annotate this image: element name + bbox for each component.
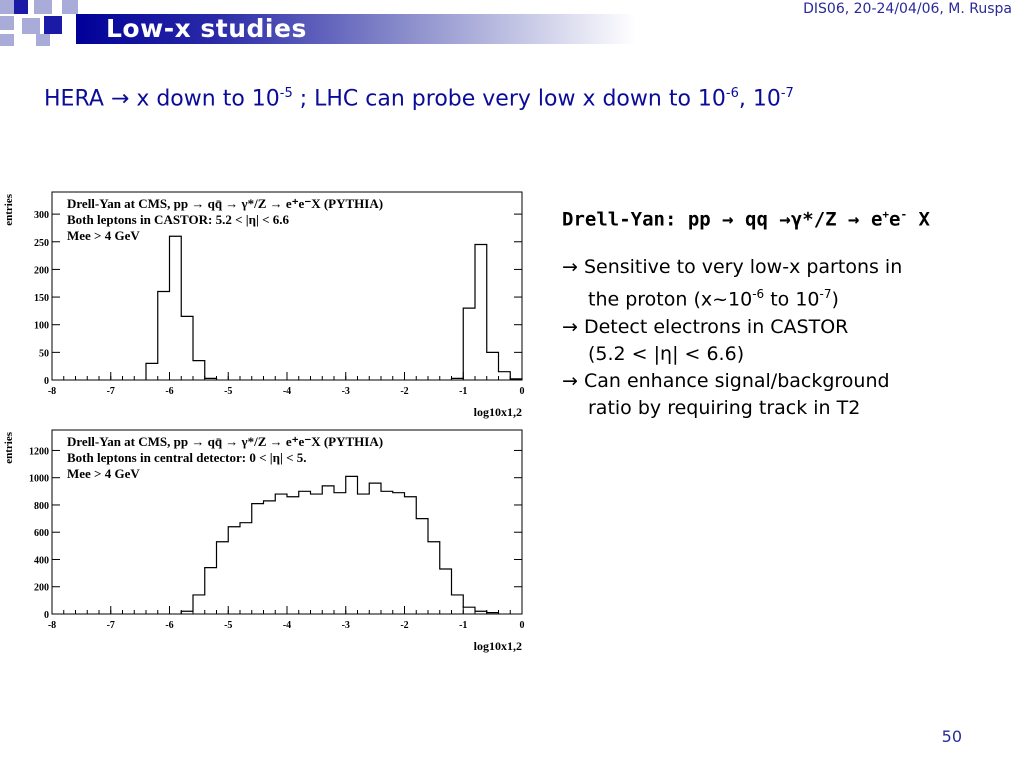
x-tick-label: -1 [459,386,468,397]
y-tick-label: 200 [34,265,49,277]
x-tick-label: -3 [341,620,350,631]
heading-text: X [907,208,930,231]
y-axis-label: entries [3,432,15,464]
legend-line: Mee > 4 GeV [67,466,140,481]
histogram-line [181,476,498,614]
arrow-icon: → [562,256,578,279]
bullet-text: to 10 [764,288,820,311]
legend-line: Drell-Yan at CMS, pp → qq̄ → γ*/Z → e⁺e⁻X (PYTHIA) [67,434,384,449]
castor-histogram [0,180,535,430]
legend-line: Both leptons in CASTOR: 5.2 < |η| < 6.6 [67,212,289,227]
superscript: -7 [819,287,832,302]
explanation-text [562,208,1012,422]
slide-subtitle [44,86,794,111]
x-tick-label: -8 [47,386,57,397]
decor-square [0,0,14,14]
x-tick-label: -6 [165,386,174,397]
heading-text: e [859,208,883,231]
x-tick-label: -4 [282,386,292,397]
decor-square [44,16,62,34]
arrow-icon: → [562,369,578,392]
bullet-item [562,368,1012,395]
y-tick-label: 50 [39,348,49,360]
decor-square [36,34,50,46]
heading-text: e [889,208,901,231]
x-axis-label: log10x1,2 [473,405,522,419]
slide-title: Low-x studies [106,14,307,43]
page-number: 50 [941,727,962,746]
y-tick-label: 250 [34,237,49,249]
decor-square [0,34,14,46]
x-tick-label: -2 [400,620,409,631]
subtitle-text: HERA [44,86,111,112]
heading-text: */Z [802,208,849,231]
x-tick-label: -7 [106,386,115,397]
bullet-continuation: ratio by requiring track in T2 [588,396,861,419]
subtitle-text: ; LHC can probe very low x down to 10 [292,86,726,112]
x-tick-label: 0 [519,386,525,397]
y-tick-label: 0 [44,376,49,387]
x-tick-label: -3 [341,386,350,397]
legend-line: Both leptons in central detector: 0 < |η| < 5. [67,450,307,465]
bullet-text: Detect electrons in CASTOR [577,315,849,338]
bullet-text: ) [831,288,839,311]
superscript: -7 [780,86,794,101]
decor-square [0,16,14,30]
bullet-item [562,254,1012,281]
y-axis-label: entries [3,194,15,226]
superscript: -6 [752,287,765,302]
title-bar [0,0,1024,46]
x-axis-label: log10x1,2 [473,639,522,653]
heading-text: qq [733,208,780,231]
process-heading [562,208,1012,230]
x-tick-label: -1 [459,620,468,631]
superscript: + [882,208,890,221]
bullet-item [562,314,1012,341]
x-tick-label: -7 [106,620,115,631]
arrow-icon: → [562,315,578,338]
bullet-text: Sensitive to very low-x partons in [577,256,903,279]
decor-square [34,0,52,14]
central-histogram [0,428,535,668]
bullet-text: Can enhance signal/background [577,369,890,392]
y-tick-label: 1000 [29,473,49,485]
y-tick-label: 600 [34,528,49,540]
x-tick-label: -5 [224,386,233,397]
arrow-icon: → [848,208,860,231]
y-tick-label: 300 [34,210,49,222]
x-tick-label: -5 [224,620,233,631]
y-tick-label: 800 [34,500,49,512]
superscript: - [900,208,908,221]
legend-line: Drell-Yan at CMS, pp → qq̄ → γ*/Z → e⁺e⁻X (PYTHIA) [67,196,384,211]
x-tick-label: -2 [400,386,409,397]
x-tick-label: -8 [47,620,57,631]
bullet-continuation: (5.2 < |η| < 6.6) [588,342,745,365]
header-note: DIS06, 20-24/04/06, M. Ruspa [803,1,1012,17]
y-tick-label: 1200 [29,446,49,458]
arrow-icon: → [722,208,734,231]
x-tick-label: -6 [165,620,174,631]
bullet-continuation [562,281,1012,313]
x-tick-label: 0 [519,620,525,631]
arrow-icon: → [779,208,791,231]
heading-text: Drell-Yan: pp [562,208,723,231]
y-tick-label: 150 [34,293,49,305]
x-tick-label: -4 [282,620,292,631]
histogram-line [146,236,522,380]
y-tick-label: 0 [44,610,49,621]
y-tick-label: 200 [34,582,49,594]
decor-square [14,0,28,14]
gamma-symbol: γ [790,208,803,231]
y-tick-label: 100 [34,320,49,332]
arrow-icon: → [110,86,130,112]
subtitle-text: , 10 [738,86,781,112]
bullet-text: the proton (x~10 [588,288,753,311]
superscript: -5 [279,86,293,101]
legend-line: Mee > 4 GeV [67,228,140,243]
decor-square [62,0,78,14]
y-tick-label: 400 [34,555,49,567]
subtitle-text: x down to 10 [129,86,280,112]
superscript: -6 [725,86,739,101]
decor-square [22,18,40,34]
